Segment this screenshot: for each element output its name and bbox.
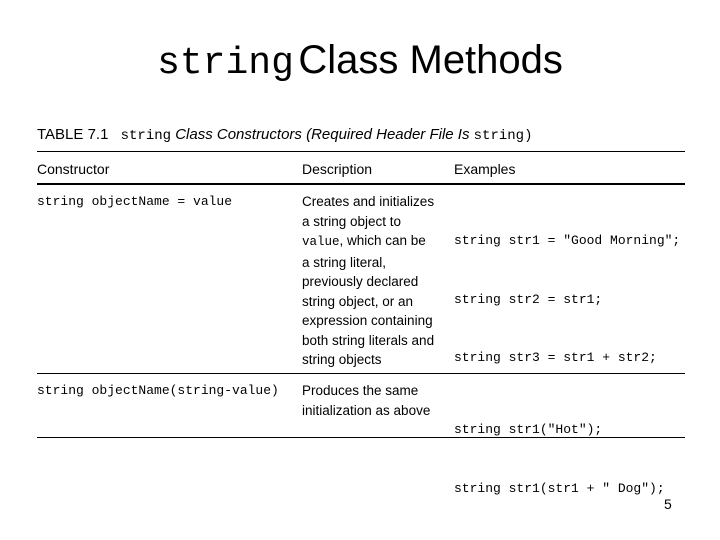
row1-examples: [454, 192, 680, 387]
caption-code: string: [120, 128, 172, 144]
example-line: string str3 = str1 + str2;: [454, 350, 657, 365]
slide-title-code: string: [157, 42, 294, 85]
slide-title-text: Class Methods: [298, 38, 563, 82]
desc-line: string objects: [302, 352, 382, 367]
table-caption: [37, 126, 532, 144]
caption-code-2: string): [473, 128, 533, 144]
row2-description: [302, 381, 452, 420]
header-constructor: Constructor: [37, 161, 110, 177]
header-rule: [37, 183, 685, 185]
desc-line: [302, 231, 452, 253]
table-top-rule: [37, 151, 685, 152]
desc-line: initialization as above: [302, 402, 431, 418]
desc-line: expression containing: [302, 313, 433, 328]
desc-line-text: , which can be: [339, 233, 426, 248]
caption-text: Class Constructors (Required Header File Is: [175, 126, 470, 143]
row1-description: [302, 192, 452, 370]
table-number: TABLE 7.1: [37, 126, 109, 143]
desc-line: both string literals and: [302, 332, 435, 348]
header-description: Description: [302, 161, 373, 177]
header-examples: Examples: [454, 161, 516, 177]
desc-line: a string literal,: [302, 254, 387, 270]
example-line: string str1("Hot");: [454, 422, 603, 437]
slide-title: [0, 38, 720, 85]
row1-constructor: string objectName = value: [37, 194, 233, 209]
page-number: 5: [664, 496, 672, 512]
desc-line: a string object to: [302, 213, 402, 229]
desc-line: Creates and initializes: [302, 194, 435, 209]
row2-examples: [454, 381, 665, 518]
desc-line: previously declared: [302, 274, 419, 289]
desc-line: Produces the same: [302, 383, 419, 398]
row2-constructor: string objectName(string-value): [37, 383, 279, 398]
example-line: string str2 = str1;: [454, 291, 603, 307]
example-line: string str1(str1 + " Dog");: [454, 480, 665, 496]
example-line: string str1 = "Good Morning";: [454, 233, 681, 248]
desc-code: value: [302, 235, 340, 249]
desc-line: string object, or an: [302, 293, 414, 309]
